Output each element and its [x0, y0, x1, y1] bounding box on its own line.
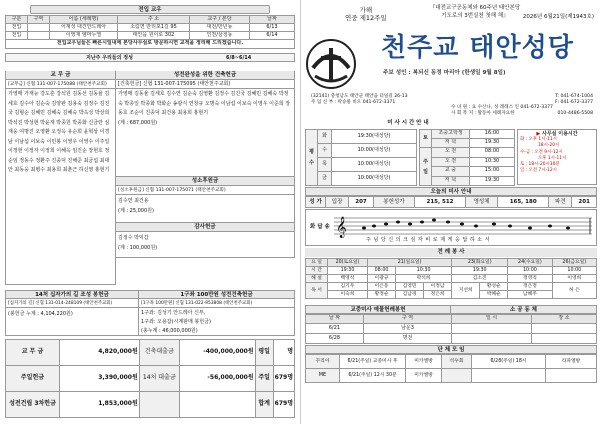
music-staff-icon [334, 212, 592, 238]
table-row [306, 130, 417, 144]
cell: 저 녁 [432, 176, 470, 186]
right-page [300, 0, 600, 424]
line: 1구좌: 오용갑(시계판매 봉헌금) [141, 319, 211, 325]
cell: 10:30 [396, 267, 452, 275]
issue-week: 연중 제12주일 [345, 14, 387, 22]
office-day: 토 : [520, 162, 528, 168]
label-char: 평 [309, 148, 314, 155]
sun-label [420, 148, 432, 186]
cell: 미카엘방 [406, 355, 442, 369]
cell: 19:30 [470, 176, 515, 186]
cell: 곽석희 [396, 275, 452, 283]
cell: 6/21(주일) 12시 30분 [340, 369, 406, 383]
office-time: 18시-20시 [538, 143, 560, 149]
convent: 수 녀 원 : 요 수산나, 성 레레스 인 041-672-3377 [451, 105, 553, 110]
table-row [306, 259, 597, 267]
cell: 백영석 [328, 275, 368, 283]
cell: 성전건립 3차헌금 [6, 392, 60, 418]
cell: 독 서 [306, 283, 328, 299]
table-row [306, 172, 417, 186]
table-row [306, 283, 597, 291]
cell: 10:00(대성당) [332, 158, 417, 172]
cell: 날 짜 [306, 315, 364, 324]
cell: 수 [318, 144, 332, 158]
cell: 이재성 대건안드레아 [50, 24, 118, 32]
weekly-title: 지난주 우리들의 정성 [86, 55, 133, 61]
cell: 207 [349, 197, 374, 208]
cell: 679명 [273, 392, 294, 418]
cell: 교 무 금 [6, 340, 60, 366]
memorial-title: 교중미사 예물헌례봉헌 [305, 305, 451, 314]
cell: 장 소 [532, 315, 597, 324]
office-time: 오후 1시-11시 [538, 155, 567, 161]
table-row [420, 139, 515, 148]
table-row [306, 355, 597, 369]
building-fund-title: 성전완성을 위한 건축헌금 [116, 71, 295, 80]
table-row [420, 148, 515, 158]
cell: -400,000,000원 [179, 340, 255, 366]
cell: 소림면 만리포1길 95 [118, 24, 190, 32]
table-row [306, 315, 597, 324]
table-row [306, 197, 597, 208]
names-text: 김수연 최건용 [118, 198, 149, 204]
cell: 정은희 [424, 291, 452, 299]
cell: 김영민 [396, 283, 424, 291]
cell: 지선희 [452, 283, 480, 299]
cell: 19:30 [452, 267, 508, 275]
svg-text:𝄞: 𝄞 [336, 217, 347, 238]
cell [28, 24, 50, 32]
tithe-names: 가영매 가재능 강도훈 강석원 김동선 김동율 김세호 김수아 김순숙 김양완 김용숙 김정수 김진국 김형순 김혜민 김혜숙 김혜숙 박옥성 박상희 박석진 박성현 박윤재 박종원 박종화 신금란 심재웅 여명진 오영환 오정옥 유순희 윤혁상 이경남 이남섭 이보숙 이민봉 이영우 이영수 이주일 이정현 이정자 이정희 이혜옥 임진순 장현호 정순임 정동수 정환주 진종덕 진해준 최금섭 최대안 최동웅 최병수 최용희 최춘근 하신영 홍현기 [5, 89, 116, 285]
cell: 정영직 [508, 275, 552, 283]
cell: 4,820,000원 [59, 340, 139, 366]
cell: 6/21(주일) 교중미사 후 [340, 355, 406, 369]
cell: 19:30 [328, 267, 368, 275]
patron-line: 주보 성인 : 복되신 동정 마리아 (한생일 9월 8일) [383, 70, 506, 76]
cell: 6/14 [250, 32, 295, 40]
cell: 명 [273, 340, 294, 366]
memorial-table [305, 314, 597, 344]
table-row [306, 324, 597, 334]
responsorial-lyrics: 주 님 당 신 의 크 심 자 비 로 제 게 응 답 하 소 서 [366, 237, 491, 243]
label-char: 수 [309, 159, 314, 166]
total-text: (계 : 25,000원) [118, 208, 154, 214]
responsorial-block [305, 209, 597, 246]
cell: 요 일 [306, 259, 328, 267]
table-row [6, 24, 295, 32]
cell: 금 [318, 172, 332, 186]
cell: 6/28(주일) 18시 [472, 355, 546, 369]
hundred-fund-lines [139, 308, 295, 336]
col-header: 교구 / 본당 [190, 16, 250, 24]
group-title: 단 체 모 임 [305, 345, 597, 354]
cell: 215, 512 [415, 197, 466, 208]
col-header: 구역 [28, 16, 50, 24]
contact-info [311, 94, 593, 116]
cell: 24(수요일) [508, 259, 552, 267]
cell [546, 369, 597, 383]
building-fund-account: [건축헌금] 신협 131-007-175095 (태안천주교회) [116, 80, 295, 89]
weekday-label [306, 130, 318, 186]
cell: 성 가 [306, 197, 326, 208]
cell: 16:00 [470, 130, 515, 139]
cell: 평일 [255, 340, 273, 366]
vocation-names [116, 195, 295, 223]
cell: 이숙희 [328, 291, 368, 299]
vocation-title: 성소후원금 [116, 177, 295, 186]
cell: 교 중 [432, 167, 470, 177]
cell: 조중고학생 [432, 130, 470, 139]
staff-note: 전입교우님들은 빠른시일내에 본당사무실로 방문하시면 교적을 정리해 드리겠습니다. [6, 40, 295, 49]
cross-fund-block [5, 290, 139, 336]
cross-fund-total: (봉헌금 누계 : 4,104,220원) [5, 308, 139, 336]
names-text: 가영매 김동율 김세호 김수연 김순숙 김영환 김정수 김진국 김혜민 김혜숙 박정숙 박종일 박종화 박화순 송광식 연창규 오명숙 이남섭 이보숙 이영우 이준희 장동호 조순이 진종덕 최건용 최용희 홍현기 [118, 91, 291, 116]
cell: 10:00(대성당) [332, 172, 417, 186]
cell: 26(금요일) [552, 259, 596, 267]
cell: 679명 [273, 366, 294, 392]
priest: 주 임 신 부 : 곽승룡 비오 041-672-3371 [311, 99, 396, 105]
cell: 시 간 [306, 267, 328, 275]
thanks-names [116, 232, 295, 258]
sat-label: 토 [420, 130, 432, 148]
mass-title: 미 사 시 간 안 내 [345, 119, 471, 128]
issue-label: 가해 [359, 6, 373, 14]
cell: 10:00 [552, 267, 596, 275]
office-hours [517, 129, 597, 185]
cell: 황정순 [368, 291, 396, 299]
building-fund-block [116, 71, 295, 258]
label-char: 주 [423, 158, 428, 165]
hymns-table [305, 196, 597, 208]
cell [139, 392, 179, 418]
table-row [306, 267, 597, 275]
cell: 봉헌성가 [373, 197, 414, 208]
cell: 김기두 [328, 283, 368, 291]
cell: 주일헌금 [6, 366, 60, 392]
building-fund-names [116, 89, 295, 177]
cell [532, 334, 597, 344]
fax: F: 041-672-3377 [555, 99, 593, 105]
cell: 오 전 [432, 157, 470, 167]
cell: 명전 [364, 334, 452, 344]
office-day: 일 : [520, 168, 528, 174]
table-row [420, 176, 515, 186]
cell: 오 전 [432, 148, 470, 158]
table-row [6, 366, 295, 392]
cell: 석우회 [442, 355, 472, 369]
new-member-table [5, 15, 295, 49]
cell: 이광규 [368, 275, 396, 283]
motto-line: 『대전교구공동체와 60주년 태안본당 [429, 5, 521, 11]
cell: 파견 [549, 197, 572, 208]
cell: 미카엘방 [406, 369, 442, 383]
table-row [420, 157, 515, 167]
hundred-fund-account: [1구좌 100만원] 신협 131-022-953808 (태안천주교회) [139, 299, 295, 308]
col-header: 주 소 [118, 16, 190, 24]
issue-block [345, 6, 387, 22]
phone: T: 041-674-1004 [555, 94, 593, 99]
cell: 165, 180 [498, 197, 549, 208]
cell: 14처 대출금 [139, 366, 179, 392]
logo-icon [305, 38, 357, 90]
table-row [420, 167, 515, 177]
office-time: 오전 9시-12시 [534, 149, 563, 155]
cell: 영성체 [465, 197, 497, 208]
responsorial-label: 화 답 송 [310, 224, 330, 230]
cell: 10:00 [508, 267, 552, 275]
issue-date: 2026년 6월21일(제1943호) [522, 14, 594, 20]
cell: 구 역 [364, 315, 452, 324]
cell: 화 [318, 130, 332, 144]
cell: 전입 [6, 32, 28, 40]
table-row [420, 130, 515, 139]
cell [28, 32, 50, 40]
office-time: 오전 7시-12시 [528, 168, 557, 174]
cell: 201 [572, 197, 597, 208]
weekday-mass-table [305, 129, 417, 186]
cell: 3,390,000원 [59, 366, 139, 392]
cell: 23(화요일) [452, 259, 508, 267]
cell: 21(일요일) [368, 259, 452, 267]
weekly-header [5, 53, 295, 62]
cell: 19:30(대성당) [332, 130, 417, 144]
hundred-fund-title: 1구좌 100만원 성전건축헌금 [139, 290, 295, 299]
weekly-date: 6/8~6/14 [226, 55, 252, 61]
cell: 해 설 [306, 275, 328, 283]
cell: 태안읍 원이로 302 [118, 32, 190, 40]
thanks-title: 감사헌금 [116, 223, 295, 232]
cell: ME [306, 369, 340, 383]
office-day: 수-금 : [520, 149, 533, 155]
cell: 이은동 [368, 283, 396, 291]
table-row [306, 275, 597, 283]
parish-title: 천주교 태안성당 [381, 33, 574, 63]
cross-fund-account: [십자가의 길] 신협 131-014-248109 (태안천주교회) [5, 299, 139, 308]
cell: 전입 [6, 24, 28, 32]
cell: 19:30 [470, 139, 515, 148]
servers-title: 전 례 봉 사 [305, 248, 597, 257]
cell [179, 392, 255, 418]
tithe-account: [교무금] 신협 131-007-175088 (태안천주교회) [5, 80, 116, 89]
hundred-fund-block [139, 290, 295, 336]
line: 1구좌: 김성기 안드레아 신부, [141, 310, 206, 316]
cell: 1,853,000원 [59, 392, 139, 418]
cell [472, 369, 546, 383]
cell: 일 시 [452, 315, 532, 324]
table-row [306, 144, 417, 158]
cell: 김남경 [396, 291, 424, 299]
table-row [6, 392, 295, 418]
welfare: 사 회 복 지 : 활동아 세례자요한 [451, 110, 515, 116]
cell: 10:00(대성당) [332, 144, 417, 158]
cell: 꾸리아 [306, 355, 340, 369]
table-row [306, 158, 417, 172]
hymns-title: 오늘의 미사 안내 [305, 187, 597, 196]
total-text: (계 : 687,000원) [118, 119, 158, 126]
table-row [306, 369, 597, 383]
cell: 인천/삼청동 [190, 32, 250, 40]
motto-line: 기도로의 3번실천 첫해 해』 [441, 13, 509, 19]
parish-logo [305, 38, 357, 90]
cell: 6/13 [250, 24, 295, 32]
cell: 6/28 [306, 334, 364, 344]
cell: 6/21 [306, 324, 364, 334]
vocation-account: [성소후원금] 신협 131-007-175071 (태안천주교회) [116, 186, 295, 195]
cell: 허 은 [552, 283, 596, 299]
cell: 08:00 [368, 267, 396, 275]
cell [452, 324, 532, 334]
cell [532, 324, 597, 334]
cell: 건축대출금 [139, 340, 179, 366]
office-time: 오후 1시-11시 [528, 137, 557, 143]
cell: 김소진 [452, 275, 508, 283]
total-text: (계 : 100,000원) [118, 245, 158, 251]
finance-table [5, 339, 295, 418]
cell [452, 334, 532, 344]
cell: 합계 [255, 392, 273, 418]
table-row [6, 32, 295, 40]
cell: 정은정 [508, 283, 552, 291]
cell: 황성순 [480, 283, 508, 291]
line: (총누계 : 46,000,000원) [141, 328, 198, 334]
servers-table [305, 258, 597, 299]
cell: 15:00 [470, 167, 515, 177]
cell: 저 녁 [432, 139, 470, 148]
cell: 08:00 [470, 148, 515, 158]
address: (32141) 충청남도 태안군 태안읍 터널길 26-13 [311, 94, 408, 99]
col-header: 날짜 [250, 16, 295, 24]
office-title-text: 사무실 이용시간 [542, 131, 578, 137]
tithe-block [5, 71, 116, 286]
table-row [6, 340, 295, 366]
label-char: 일 [423, 168, 428, 175]
cell: 입장 [326, 197, 349, 208]
office-day: 화 : [520, 137, 528, 143]
cell: -56,000,000원 [179, 366, 255, 392]
cell: 남혜주 [508, 291, 552, 299]
tithe-title: 교 무 금 [5, 71, 116, 80]
cell: 라파엘방 [546, 355, 597, 369]
staff-title: 전입 교우 [30, 5, 270, 14]
cell: 10:30 [470, 157, 515, 167]
cell: 박혜순 [480, 291, 508, 299]
cell: 이영희 [552, 275, 596, 283]
cell: 목 [318, 158, 332, 172]
bullet-icon: ▶ [536, 131, 541, 137]
cell: 주일 [255, 366, 273, 392]
cell: 남운3 [364, 324, 452, 334]
office-time: 18시-20시30분 [528, 162, 560, 168]
names-text: 김정수 박익갑 [118, 235, 149, 241]
cell: 20(토요일) [328, 259, 368, 267]
group-table [305, 354, 597, 383]
col-header: 구분 [6, 16, 28, 24]
weekend-mass-table [419, 129, 515, 186]
cell: 대전/만년동 [190, 24, 250, 32]
table-row [306, 334, 597, 344]
cell [442, 369, 472, 383]
motto-block [415, 4, 535, 20]
welfare-phone: 010-4486-5508 [557, 110, 593, 116]
cross-fund-title: 14처 십자가의 길 조성 봉헌금 [5, 290, 139, 299]
cell: 이영재 엠마누엘 [50, 32, 118, 40]
small-community-title: 소 공 동 체 [451, 305, 597, 314]
cell: 이정남 [424, 283, 452, 291]
col-header: 이름 (세례명) [50, 16, 118, 24]
